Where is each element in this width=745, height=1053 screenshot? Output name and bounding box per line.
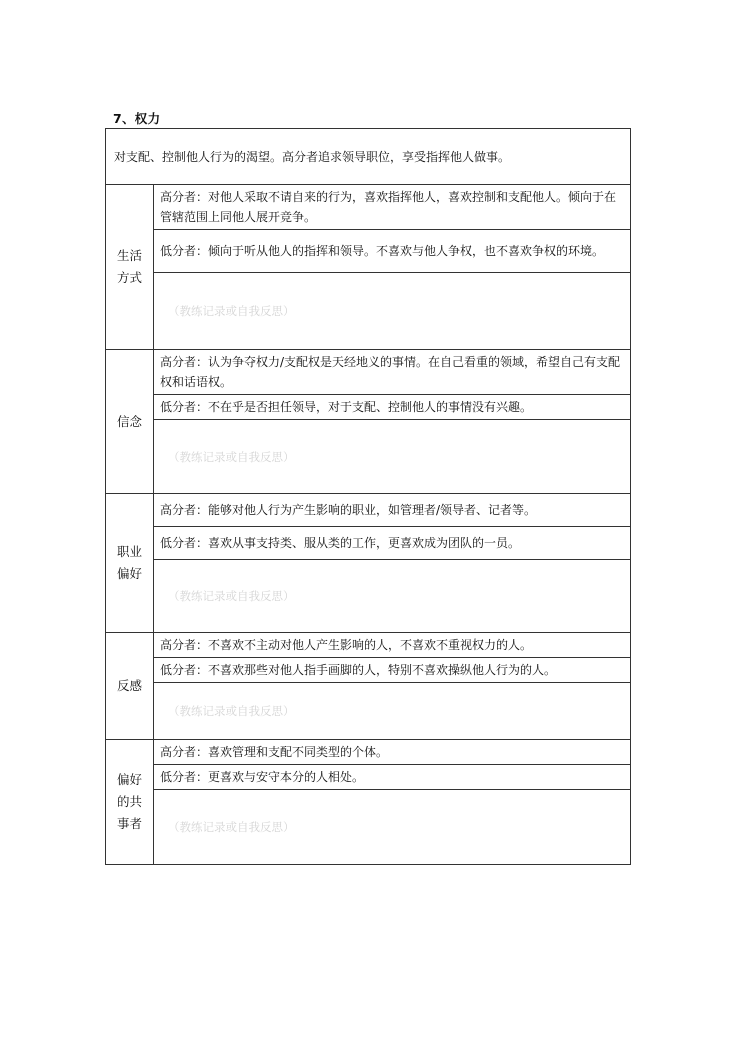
high-scorer-text: 高分者：对他人采取不请自来的行为，喜欢指挥他人，喜欢控制和支配他人。倾向于在管辖范围上同他人展开竞争。 [154,185,631,230]
section-row-high [106,740,631,765]
trait-table [105,128,631,865]
high-scorer-text: 高分者：认为争夺权力/支配权是天经地义的事情。在自己看重的领域，希望自己有支配权和话语权。 [154,350,631,395]
category-label: 偏好的共事者 [116,772,142,831]
category-label: 信念 [116,413,142,429]
low-scorer-text: 低分者：不在乎是否担任领导，对于支配、控制他人的事情没有兴趣。 [154,395,631,420]
section-row-high [106,494,631,527]
reflection-note-field[interactable]: （教练记录或自我反思） [154,273,631,350]
category-cell [106,633,154,740]
high-scorer-text: 高分者：不喜欢不主动对他人产生影响的人，不喜欢不重视权力的人。 [154,633,631,658]
section-row-low [106,395,631,420]
low-scorer-text: 低分者：倾向于听从他人的指挥和领导。不喜欢与他人争权，也不喜欢争权的环境。 [154,230,631,273]
intro-row [106,129,631,185]
section-row-note [106,683,631,740]
section-heading: 7、权力 [113,111,161,126]
reflection-note-field[interactable]: （教练记录或自我反思） [154,683,631,740]
low-scorer-text: 低分者：喜欢从事支持类、服从类的工作，更喜欢成为团队的一员。 [154,527,631,560]
category-label: 反感 [116,678,142,693]
low-scorer-text: 低分者：不喜欢那些对他人指手画脚的人，特别不喜欢操纵他人行为的人。 [154,658,631,683]
section-row-note [106,273,631,350]
category-label: 生活方式 [116,248,142,285]
section-row-note [106,420,631,494]
section-row-low [106,527,631,560]
section-row-low [106,658,631,683]
reflection-note-field[interactable]: （教练记录或自我反思） [154,560,631,633]
category-cell [106,185,154,350]
reflection-note-field[interactable]: （教练记录或自我反思） [154,420,631,494]
section-row-low [106,765,631,790]
section-row-low [106,230,631,273]
category-cell [106,350,154,494]
category-cell [106,494,154,633]
section-row-high [106,185,631,230]
reflection-note-field[interactable]: （教练记录或自我反思） [154,790,631,865]
low-scorer-text: 低分者：更喜欢与安守本分的人相处。 [154,765,631,790]
section-row-high [106,350,631,395]
intro-text: 对支配、控制他人行为的渴望。高分者追求领导职位，享受指挥他人做事。 [106,129,631,185]
category-cell [106,740,154,865]
high-scorer-text: 高分者：喜欢管理和支配不同类型的个体。 [154,740,631,765]
high-scorer-text: 高分者：能够对他人行为产生影响的职业，如管理者/领导者、记者等。 [154,494,631,527]
section-row-note [106,560,631,633]
section-row-high [106,633,631,658]
category-label: 职业偏好 [116,544,142,581]
section-row-note [106,790,631,865]
